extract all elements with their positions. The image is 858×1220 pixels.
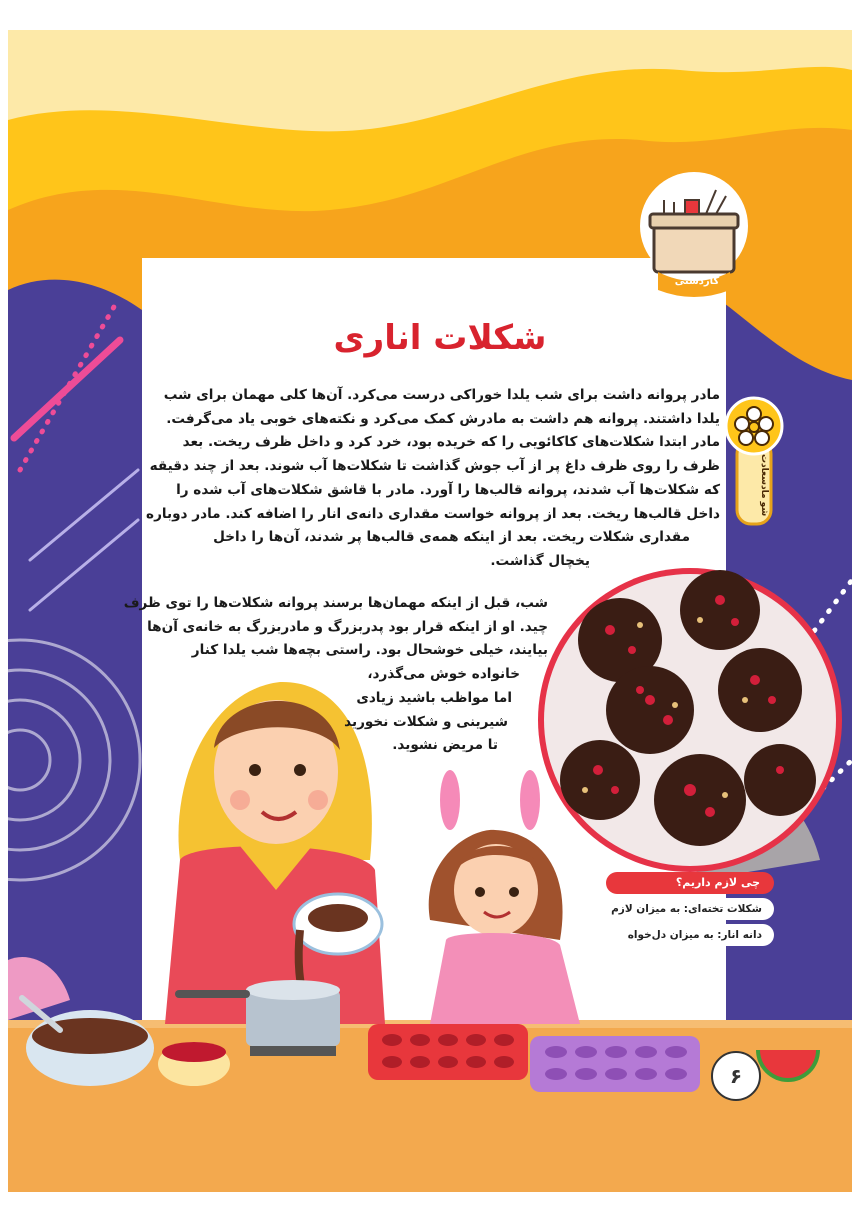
story-line: اما مواظب باشید زیادی	[356, 689, 512, 706]
story-line: که شکلات‌ها آب شدند، پروانه قالب‌ها را آورد. مادر با قاشق شکلات‌های آب شده را	[176, 481, 720, 498]
category-badge-label: کاردستی	[674, 276, 720, 287]
story-line: شیرینی و شکلات نخورید	[344, 713, 508, 730]
story-line: شب، قبل از اینکه مهمان‌ها برسند پروانه شکلات‌ها را توی ظرف	[123, 595, 548, 611]
purple-mold	[530, 1036, 700, 1092]
ingredients-heading: چی لازم داریم؟	[606, 872, 774, 894]
page-number: ۶	[729, 1064, 743, 1088]
story-line: مقداری شکلات ریخت. بعد از اینکه همه‌ی قالب‌ها پر شدند، آن‌ها را داخل	[213, 529, 690, 546]
ingredient-item: شکلات تخته‌ای: به میزان لازم	[606, 898, 774, 920]
story-line: یلدا داشتند. پروانه هم داشت به مادرش کمک می‌کرد و نکته‌های خوبی یاد می‌گرفت.	[166, 410, 720, 427]
story-paragraph-2	[123, 592, 548, 758]
story-line: چید. او از اینکه قرار بود پدربزرگ و مادربزرگ به خانه‌ی آن‌ها	[147, 618, 548, 635]
story-line: خانواده خوش می‌گذرد،	[367, 666, 520, 683]
story-line: ظرف را روی ظرف داغ پر از آب جوش گذاشت تا شکلات‌ها آب شوند. بعد از چند دقیقه	[149, 458, 720, 475]
story-line: تا مریض نشوید.	[392, 737, 498, 754]
pomegranate-bowl	[158, 1042, 230, 1086]
chocolate-photo	[538, 568, 842, 872]
left-purple-panel	[8, 230, 142, 1040]
story-line: مادر ابتدا شکلات‌های کاکائویی را که خریده بود، خرد کرد و داخل ظرف ریخت. بعد	[182, 434, 720, 451]
story-line: یخچال گذاشت.	[490, 552, 590, 569]
story-line: داخل قالب‌ها ریخت. بعد از پروانه خواست مقداری دانه‌ی انار را اضافه کند. مادر دوباره	[146, 505, 720, 522]
story-paragraph	[146, 384, 720, 574]
side-tag-label: شو مادسعادت	[759, 453, 769, 517]
page-title: شکلات اناری	[333, 318, 547, 358]
red-mold	[368, 1024, 528, 1080]
ingredient-item: دانه انار: به میزان دل‌خواه	[606, 924, 774, 946]
story-line: بیایند، خیلی خوشحال بود. راستی بچه‌ها شب یلدا کنار	[191, 642, 548, 659]
story-line: مادر پروانه داشت برای شب یلدا خوراکی درست می‌کرد. آن‌ها کلی مهمان برای شب	[163, 387, 720, 403]
